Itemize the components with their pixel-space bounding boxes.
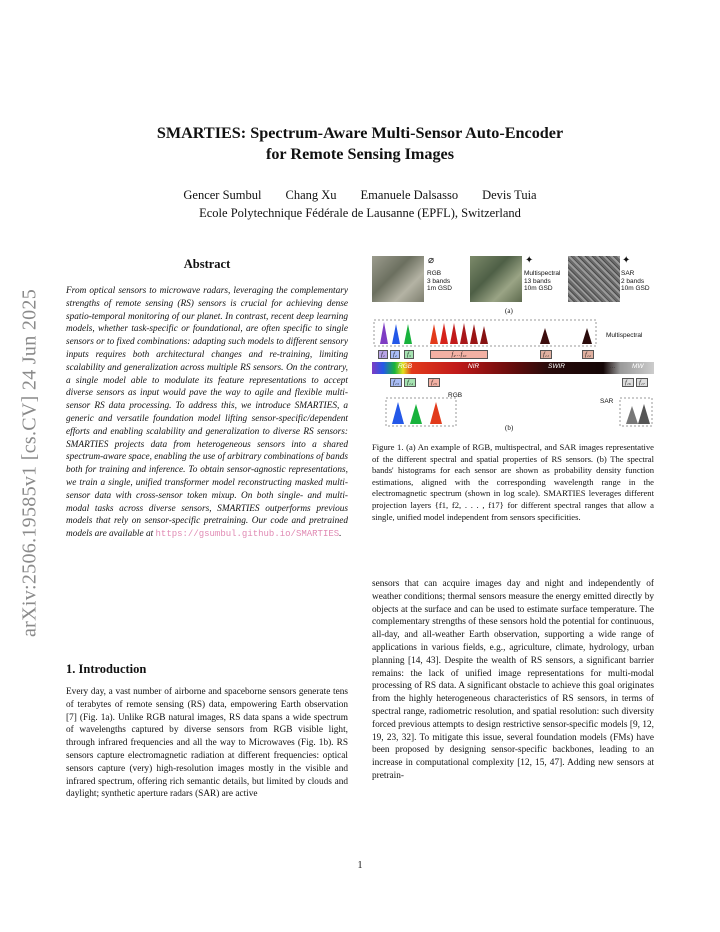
page-number: 1 [357,860,363,871]
rgb-band-peak [410,404,422,424]
figure-1 [372,256,654,432]
abstract-heading: Abstract [183,257,231,271]
ms-band-peak [450,323,458,344]
ms-band-peak [430,324,438,344]
satellite-icon: ✦ [622,255,631,266]
author: Emanuele Dalsasso [360,188,459,202]
subfigure-label-a: (a) [505,307,513,315]
rgb-sensor-info: RGB 3 bands 1m GSD [427,270,452,292]
authors [100,188,620,203]
projection-f12: f₁₂ [582,350,594,359]
projection-f4-f10: f₄…f₁₀ [430,350,488,359]
figure-caption: Figure 1. (a) An example of RGB, multispectral, and SAR images representative of the different spectral and spatial properties of RS sensors. (b) The spectral bands' histograms for each sensor are shown as probability density function estimations, aligned with the corresponding wavelength range in the electromagnetic spectrum (shown in log scale). SMARTIES leverages different projection layers {f1, f2, . . . , f17} for different spectral ranges that allow a single, unified model independent from sensors specificities. [372,442,654,522]
rgb-band-peak [430,402,442,424]
ms-band-peak [582,328,592,344]
ms-band-peak [480,326,488,344]
rgb-band-peak [392,402,404,424]
rgb-image [372,256,424,302]
projection-f16: f₁₆ [622,378,634,387]
sar-sensor-info: SAR 2 bands 10m GSD [621,270,650,292]
multispectral-image [470,256,522,302]
ms-band-peak [404,324,412,344]
author: Gencer Sumbul [183,188,262,202]
subfigure-label-b: (b) [505,424,514,432]
affiliation: Ecole Polytechnique Fédérale de Lausanne (EPFL), Switzerland [199,206,521,220]
projection-f2: f₂ [390,350,400,359]
projection-f1: f₁ [378,350,388,359]
sar-band-peak [638,404,650,424]
projection-f11: f₁₁ [540,350,552,359]
ms-sensor-info: Multispectral 13 bands 10m GSD [524,270,561,292]
projection-f14: f₁₄ [404,378,416,387]
projection-f17: f₁₇ [636,378,648,387]
ms-band-peak [392,324,400,344]
author: Chang Xu [285,188,337,202]
intro-column-2: sensors that can acquire images day and night and independently of weather conditions; thermal sensors measure the energy emitted directly by objects at the surface and can be used to estimate surface temperature. The complementary strengths of these sensors hold the potential for continuous, all-day, and all-weather Earth observation, supporting a wide range of applications in various fields, e.g., agriculture, climate, hydrology, urban planning [14, 43]. Despite the wealth of RS sensors, a significant barrier remains: the lack of unified image representations for multi-modal processing of RS data. A significant obstacle to achieve this goal originates from the highly heterogeneous characteristics of RS sensors, in terms of spectral range, radiometric resolution, and spatial resolution: such diversity forced previous attempts to design restrictive sensor-specific models [9, 12, 19, 23, 32]. To mitigate this issue, several foundation models (FMs) have been proposed by designing sensor-specific backbones, leading to an increase in computational complexity [12, 15, 47]. Adding new sensors at pretrain- [372,579,654,781]
electromagnetic-spectrum: RGB NIR SWIR ... MW [372,362,654,374]
section-heading: 1. Introduction [66,662,147,676]
satellite-icon: ✦ [525,255,534,266]
ms-band-peak [460,323,468,344]
ms-band-peak [470,324,478,344]
ms-band-peak [540,328,550,344]
arxiv-sidebar: arXiv:2506.19585v1 [cs.CV] 24 Jun 2025 [18,288,41,638]
paper-title: SMARTIES: Spectrum-Aware Multi-Sensor Auto-Encoder for Remote Sensing Images [156,124,564,163]
ms-band-peak [380,322,388,344]
sar-image [568,256,620,302]
sar-label: SAR [600,398,614,405]
intro-column-1: Every day, a vast number of airborne and spaceborne sensors generate tens of terabytes of remote sensing (RS) data, empowering Earth observation [7] (Fig. 1a). Unlike RGB natural images, RS data spans a wide spectrum of wavelengths captured by diverse sensors from RGB visible light, through infrared frequencies and all the way to Microwaves (Fig. 1b). RS sensors capture electromagnetic radiation at different frequencies: optical sensors capture (very) high-resolution images mostly in the visible and infrared spectrum, offering rich semantic details, but limited by clouds and daylight; synthetic aperture radars (SAR) are active [66,687,348,800]
ms-band-peak [440,323,448,344]
rgb-label: RGB [448,392,463,399]
projection-f15: f₁₅ [428,378,440,387]
projection-f3: f₃ [404,350,414,359]
sar-band-peak [626,406,638,424]
author: Devis Tuia [482,188,537,202]
projection-f13: f₁₃ [390,378,402,387]
ms-label: Multispectral [606,332,643,339]
code-link[interactable]: https://gsumbul.github.io/SMARTIES [155,529,340,540]
camera-icon: ⌀ [428,255,435,266]
abstract-text: From optical sensors to microwave radars, leveraging the complementary strengths of remote sensing (RS) sensors is crucial for achieving dense spatio-temporal monitoring of our planet. In contrast, recent deep learning models, whether task-specific or foundational, are often specific to single sensors or to fixed combinations: adapting such models to different sensory inputs requires both architectural changes and re-training, limiting scalability and generalization across multiple RS sensors. On the contrary, a single model able to modulate its feature representations to accept diverse sensors as input would pave the way to agile and flexible multi-sensor RS data processing. To address this, we introduce SMARTIES, a generic and versatile foundation model lifting sensor-specific/dependent efforts and enabling scalability and generalization to diverse RS sensors: SMARTIES projects data from heterogeneous sensors into a shared spectrum-aware space, enabling the use of arbitrary combinations of bands both for training and inference. To obtain sensor-agnostic representations, we train a single, unified transformer model reconstructing masked multi-sensor data with cross-sensor token mixup. On both single- and multi-modal tasks across diverse sensors, SMARTIES outperforms previous models that rely on sensor-specific pretraining. Our code and pretrained models are available at https://gsumbul.github.io/SMARTIES. [66,286,348,540]
